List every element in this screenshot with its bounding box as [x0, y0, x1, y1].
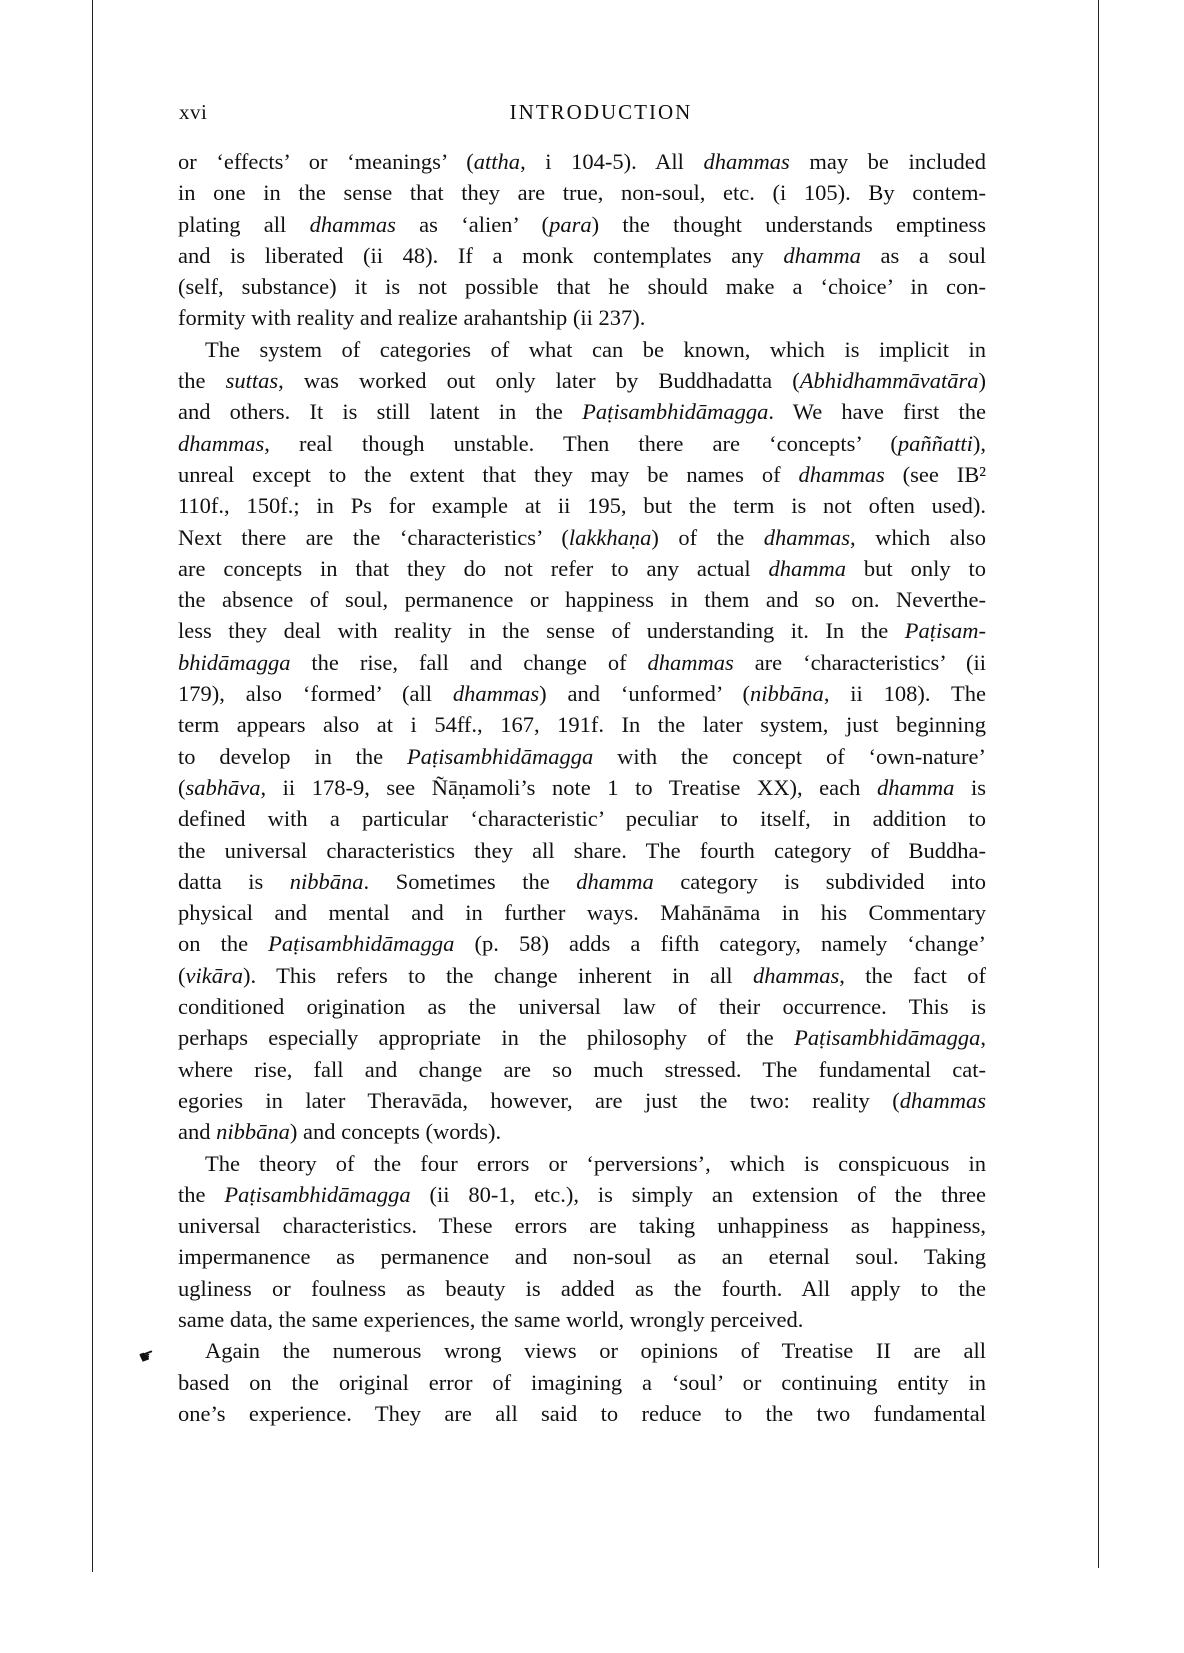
text-run: 179), also ‘formed’ (all — [178, 681, 453, 707]
text-run: egories in later Theravāda, however, are just the two: reality ( — [178, 1087, 900, 1113]
text-line — [178, 553, 986, 584]
text-run: defined with a particular ‘characteristic’ peculiar to itself, in addition to — [178, 806, 986, 832]
text-run: physical and mental and in further ways. Mahānāma in his Commentary — [178, 900, 986, 926]
italic-term: dhammas — [309, 211, 396, 237]
italic-term: dhamma — [768, 555, 847, 581]
italic-term: dhammas — [452, 681, 540, 707]
pointing-hand-icon: ☛ — [135, 1343, 158, 1369]
text-run: one’s experience. They are all said to reduce to the two fundamental — [178, 1400, 986, 1426]
text-run: . Sometimes the — [363, 868, 577, 894]
text-run: ( — [178, 774, 186, 800]
text-run: ) the thought understands emptiness — [591, 211, 987, 237]
text-run: ( — [178, 962, 186, 988]
italic-term: Paṭisambhidāmagga — [224, 1181, 411, 1207]
text-run: the universal characteristics they all share. The fourth category of Buddha- — [178, 837, 986, 863]
text-line — [178, 1210, 986, 1241]
text-run: , the fact of — [839, 962, 987, 988]
text-run: , which also — [850, 524, 987, 550]
italic-term: dhamma — [876, 774, 955, 800]
text-line — [178, 396, 986, 427]
text-line — [178, 1335, 986, 1366]
text-line — [178, 459, 986, 490]
body-text — [178, 146, 986, 1429]
text-line — [178, 678, 986, 709]
text-line — [178, 522, 986, 553]
text-line — [178, 177, 986, 208]
text-run: Next there are the ‘characteristics’ ( — [178, 524, 569, 550]
text-run: same data, the same experiences, the same world, wrongly perceived. — [178, 1306, 804, 1332]
page-number: xvi — [179, 100, 208, 124]
text-line — [178, 1116, 986, 1147]
text-line — [178, 428, 986, 459]
text-run: ugliness or foulness as beauty is added as the fourth. All apply to the — [178, 1275, 986, 1301]
italic-term: dhamma — [783, 242, 861, 268]
italic-term: attha — [473, 149, 521, 174]
text-run: as a soul — [860, 242, 986, 268]
text-run: , real though unstable. Then there are ‘concepts’ ( — [264, 430, 898, 456]
italic-term: bhidāmagga — [178, 649, 291, 675]
text-run: impermanence as permanence and non-soul as an eternal soul. Taking — [178, 1244, 986, 1270]
text-line — [178, 1022, 986, 1053]
text-run: , ii 108). The — [823, 681, 987, 707]
text-run: with the concept of ‘own-nature’ — [593, 743, 986, 769]
italic-term: sabhāva — [185, 774, 261, 800]
italic-term: Abhidhammāvatāra — [799, 368, 979, 394]
text-run: the absence of soul, permanence or happiness in them and so on. Neverthe- — [178, 587, 986, 613]
text-run: and others. It is still latent in the — [178, 399, 583, 425]
text-run: datta is — [178, 868, 290, 894]
text-line — [178, 584, 986, 615]
text-run: may be included — [789, 149, 986, 174]
text-run: (see IB² — [884, 461, 987, 487]
text-run: the — [178, 1181, 225, 1207]
text-run: , — [980, 1025, 986, 1051]
text-run: universal characteristics. These errors are taking unhappiness as happiness, — [178, 1213, 986, 1239]
italic-term: Paṭisam- — [904, 618, 986, 644]
scan-border-left — [92, 0, 93, 1572]
text-line — [178, 146, 986, 177]
text-run: . We have first the — [768, 399, 986, 425]
text-run: and is liberated (ii 48). If a monk contemplates any — [178, 242, 784, 268]
text-run: to develop in the — [178, 743, 407, 769]
text-run: or ‘effects’ or ‘meanings’ ( — [178, 149, 474, 174]
text-line — [178, 302, 986, 333]
italic-term: dhammas — [899, 1087, 986, 1113]
italic-term: dhammas — [752, 962, 840, 988]
text-line — [178, 365, 986, 396]
text-line — [178, 991, 986, 1022]
text-run: The system of categories of what can be known, which is implicit in — [205, 336, 986, 362]
text-line — [178, 1273, 986, 1304]
text-run: unreal except to the extent that they may be names of — [178, 461, 799, 487]
text-line — [178, 1398, 986, 1429]
text-line — [178, 709, 986, 740]
italic-term: dhammas — [798, 461, 885, 487]
running-head: INTRODUCTION — [509, 100, 693, 124]
italic-term: Paṭisambhidāmagga — [268, 931, 455, 957]
text-run: conditioned origination as the universal law of their occurrence. This is — [178, 994, 986, 1020]
text-line — [178, 866, 986, 897]
text-run: (p. 58) adds a fifth category, namely ‘change’ — [454, 931, 986, 957]
text-run: term appears also at i 54ff., 167, 191f. In the later system, just beginning — [178, 712, 986, 738]
text-run: (ii 80-1, etc.), is simply an extension of the three — [410, 1181, 986, 1207]
text-line — [178, 1148, 986, 1179]
text-run: plating all — [178, 211, 310, 237]
text-run: in one in the sense that they are true, non-soul, etc. (i 105). By contem- — [178, 180, 986, 206]
text-run: ) — [978, 368, 986, 394]
text-line — [178, 209, 986, 240]
scan-border-right — [1098, 0, 1099, 1568]
italic-term: Paṭisambhidāmagga — [794, 1025, 981, 1051]
italic-term: para — [549, 211, 592, 237]
italic-term: dhammas — [647, 649, 734, 675]
text-run: category is subdivided into — [653, 868, 986, 894]
italic-term: nibbāna — [216, 1119, 290, 1145]
text-line — [178, 240, 986, 271]
italic-term: nibbāna — [750, 681, 824, 707]
text-run: are concepts in that they do not refer to any actual — [178, 555, 769, 581]
text-run: the rise, fall and change of — [290, 649, 648, 675]
italic-term: suttas — [225, 368, 279, 394]
text-run: the — [178, 368, 226, 394]
italic-term: dhamma — [576, 868, 654, 894]
text-line — [178, 1367, 986, 1398]
italic-term: dhammas — [178, 430, 265, 456]
text-run: , was worked out only later by Buddhadatta ( — [278, 368, 800, 394]
text-line — [178, 897, 986, 928]
text-line — [178, 647, 986, 678]
text-run: , ii 178-9, see Ñāṇamoli’s note 1 to Treatise XX), each — [260, 774, 877, 800]
text-run: Again the numerous wrong views or opinions of Treatise II are all — [205, 1338, 986, 1364]
text-line — [178, 334, 986, 365]
italic-term: paññatti — [897, 430, 973, 456]
text-line — [178, 1054, 986, 1085]
text-run: ), — [972, 430, 986, 456]
text-run: and — [178, 1119, 217, 1145]
text-line — [178, 1304, 986, 1335]
italic-term: Paṭisambhidāmagga — [582, 399, 769, 425]
text-line — [178, 271, 986, 302]
text-run: ) and ‘unformed’ ( — [539, 681, 751, 707]
text-line — [178, 960, 986, 991]
text-run: are ‘characteristics’ (ii — [733, 649, 986, 675]
text-run: perhaps especially appropriate in the philosophy of the — [178, 1025, 795, 1051]
italic-term: nibbāna — [289, 868, 364, 894]
text-run: The theory of the four errors or ‘perversions’, which is conspicuous in — [205, 1150, 986, 1176]
text-run: , i 104-5). All — [520, 149, 704, 174]
text-line — [178, 490, 986, 521]
text-line — [178, 1085, 986, 1116]
italic-term: vikāra — [185, 962, 243, 988]
text-line — [178, 1241, 986, 1272]
text-run: on the — [178, 931, 269, 957]
italic-term: Paṭisambhidāmagga — [407, 743, 594, 769]
text-line — [178, 835, 986, 866]
text-run: 110f., 150f.; in Ps for example at ii 195, but the term is not often used). — [178, 493, 986, 519]
text-run: less they deal with reality in the sense of understanding it. In the — [178, 618, 905, 644]
italic-term: dhammas — [703, 149, 790, 174]
text-run: ). This refers to the change inherent in all — [242, 962, 753, 988]
text-run: is — [954, 774, 987, 800]
italic-term: lakkhaṇa — [568, 524, 652, 550]
text-line — [178, 772, 986, 803]
italic-term: dhammas — [763, 524, 851, 550]
text-run: as ‘alien’ ( — [395, 211, 550, 237]
text-run: but only to — [846, 555, 986, 581]
text-run: ) and concepts (words). — [289, 1119, 502, 1145]
text-line — [178, 1179, 986, 1210]
text-line — [178, 741, 986, 772]
text-run: ) of the — [651, 524, 764, 550]
text-run: where rise, fall and change are so much stressed. The fundamental cat- — [178, 1056, 986, 1082]
text-line — [178, 615, 986, 646]
text-run: (self, substance) it is not possible that he should make a ‘choice’ in con- — [178, 274, 986, 300]
text-run: formity with reality and realize arahantship (ii 237). — [178, 305, 646, 331]
text-line — [178, 803, 986, 834]
text-run: based on the original error of imagining a ‘soul’ or continuing entity in — [178, 1369, 986, 1395]
text-line — [178, 928, 986, 959]
